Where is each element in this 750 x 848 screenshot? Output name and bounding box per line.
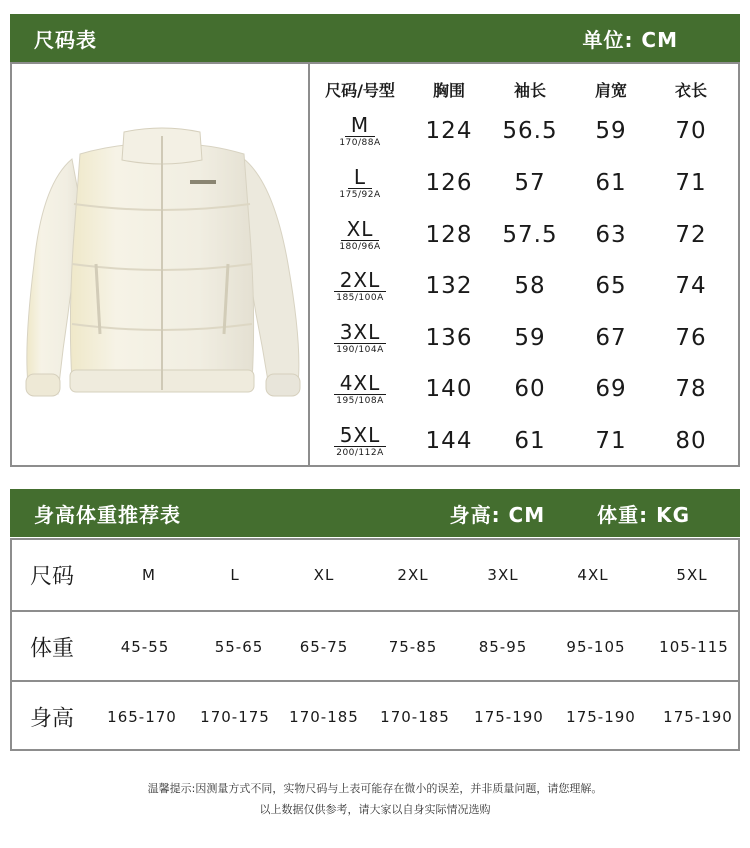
chest-value: 128	[425, 222, 473, 248]
cell: 165-170	[107, 708, 177, 726]
shoulder-value: 69	[595, 376, 627, 402]
size-code: 200/112A	[336, 448, 384, 458]
shoulder-value: 59	[595, 118, 627, 144]
cell: 65-75	[299, 638, 349, 656]
size-chart-table	[10, 62, 740, 467]
table-row	[310, 317, 738, 369]
sleeve-value: 56.5	[502, 118, 558, 144]
puffer-jacket-image	[12, 64, 308, 465]
shoulder-value: 67	[595, 325, 627, 351]
sleeve-value: 57.5	[502, 222, 558, 248]
row-label-size: 尺码	[30, 564, 75, 590]
shoulder-value: 71	[595, 428, 627, 454]
col-header-sleeve: 袖长	[513, 81, 547, 100]
table-row	[12, 540, 738, 610]
row-label-height: 身高	[30, 706, 75, 732]
shoulder-value: 65	[595, 273, 627, 299]
cell: 85-95	[478, 638, 528, 656]
hw-chart-header	[10, 489, 740, 537]
size-label: 3XL	[334, 321, 387, 344]
col-header-length: 衣长	[674, 81, 708, 100]
row-label-weight: 体重	[30, 636, 75, 662]
cell: 105-115	[659, 638, 729, 656]
table-row	[310, 110, 738, 162]
chest-value: 144	[425, 428, 473, 454]
cell: L	[230, 566, 240, 584]
table-row	[12, 610, 738, 682]
shoulder-value: 63	[595, 222, 627, 248]
notice-line-1: 温馨提示:因测量方式不同，实物尺码与上表可能存在微小的误差，并非质量问题，请您理解。	[147, 782, 603, 795]
cell: 4XL	[577, 566, 609, 584]
hw-chart-title: 身高体重推荐表	[34, 502, 181, 527]
col-header-shoulder: 肩宽	[594, 81, 628, 100]
size-label: M	[345, 114, 375, 137]
sleeve-value: 60	[514, 376, 546, 402]
length-value: 70	[675, 118, 707, 144]
size-label: L	[348, 166, 372, 189]
table-row	[12, 680, 738, 752]
height-unit: 身高: CM	[449, 502, 546, 527]
size-chart-title: 尺码表	[34, 27, 97, 52]
size-code: 180/96A	[339, 242, 381, 252]
cell: 55-65	[214, 638, 264, 656]
cell: 3XL	[487, 566, 519, 584]
table-row	[310, 368, 738, 420]
shoulder-value: 61	[595, 170, 627, 196]
sleeve-value: 59	[514, 325, 546, 351]
size-measurements	[310, 64, 738, 465]
chest-value: 132	[425, 273, 473, 299]
cell: 175-190	[663, 708, 733, 726]
size-chart-header	[10, 14, 740, 62]
weight-unit: 体重: KG	[597, 502, 690, 527]
cell: 170-185	[380, 708, 450, 726]
sleeve-value: 58	[514, 273, 546, 299]
cell: 75-85	[388, 638, 438, 656]
product-image	[12, 64, 310, 465]
length-value: 78	[675, 376, 707, 402]
col-header-chest: 胸围	[432, 81, 466, 100]
cell: 175-190	[566, 708, 636, 726]
chest-value: 136	[425, 325, 473, 351]
notice-line-2: 以上数据仅供参考，请大家以自身实际情况选购	[259, 803, 491, 816]
cell: 45-55	[120, 638, 170, 656]
cell: 5XL	[676, 566, 708, 584]
size-chart-unit: 单位: CM	[582, 27, 678, 52]
size-code: 195/108A	[336, 396, 384, 406]
length-value: 76	[675, 325, 707, 351]
chest-value: 124	[425, 118, 473, 144]
size-code: 175/92A	[339, 190, 381, 200]
hw-table	[10, 538, 740, 751]
cell: 2XL	[397, 566, 429, 584]
table-row	[310, 162, 738, 214]
size-label: 2XL	[334, 269, 387, 292]
cell: 170-185	[289, 708, 359, 726]
length-value: 74	[675, 273, 707, 299]
cell: 95-105	[566, 638, 626, 656]
length-value: 72	[675, 222, 707, 248]
cell: 170-175	[200, 708, 270, 726]
table-row	[310, 214, 738, 266]
chest-value: 140	[425, 376, 473, 402]
size-code: 190/104A	[336, 345, 384, 355]
col-header-size: 尺码/号型	[325, 81, 395, 100]
cell: XL	[313, 566, 335, 584]
table-row	[310, 420, 738, 472]
size-label: 5XL	[334, 424, 387, 447]
length-value: 71	[675, 170, 707, 196]
sleeve-value: 57	[514, 170, 546, 196]
table-row	[310, 265, 738, 317]
size-code: 170/88A	[339, 138, 381, 148]
length-value: 80	[675, 428, 707, 454]
size-label: 4XL	[334, 372, 387, 395]
size-label: XL	[341, 218, 380, 241]
chest-value: 126	[425, 170, 473, 196]
cell: M	[142, 566, 156, 584]
cell: 175-190	[474, 708, 544, 726]
size-code: 185/100A	[336, 293, 384, 303]
sleeve-value: 61	[514, 428, 546, 454]
